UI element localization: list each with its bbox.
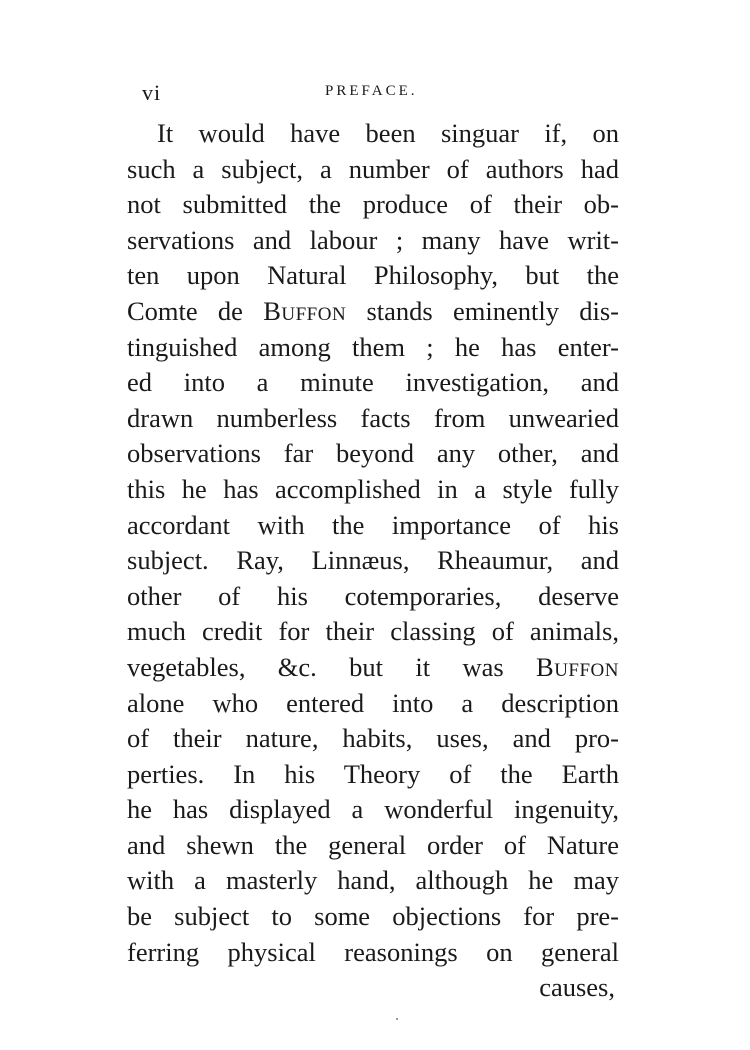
text-segment: stands eminently dis-	[346, 295, 619, 326]
text-line: such a subject, a number of authors had	[127, 153, 619, 184]
text-line: subject. Ray, Linnæus, Rheaumur, and	[127, 545, 619, 576]
text-line: tinguished among them ; he has enter-	[127, 331, 619, 362]
text-segment: vegetables, &c. but it was	[127, 651, 537, 682]
text-line: servations and labour ; many have writ-	[127, 224, 619, 255]
text-line	[127, 650, 619, 686]
text-segment: who entered into a description	[184, 687, 619, 718]
catchword: causes,	[539, 972, 615, 1003]
text-segment: Comte de	[127, 295, 264, 326]
text-line: observations far beyond any other, and	[127, 438, 619, 469]
text-line: accordant with the importance of his	[127, 509, 619, 540]
author-name-buffon: Buffon	[536, 651, 619, 682]
text-line: much credit for their classing of animals,	[127, 616, 619, 647]
author-name-buffon: Buffon	[263, 295, 347, 326]
text-line: and shewn the general order of Nature	[127, 829, 619, 860]
text-line: this he has accomplished in a style fully	[127, 473, 619, 504]
text-line	[127, 686, 619, 722]
text-line: ferring physical reasonings on general	[127, 936, 619, 967]
text-line: perties. In his Theory of the Earth	[127, 758, 619, 789]
text-line: he has displayed a wonderful ingenuity,	[127, 794, 619, 825]
page-header-title: PREFACE.	[325, 83, 418, 99]
running-head	[130, 80, 620, 104]
text-line	[127, 294, 619, 330]
text-line: ed into a minute investigation, and	[127, 367, 619, 398]
text-line: drawn numberless facts from unwearied	[127, 402, 619, 433]
page-number: vi	[142, 80, 162, 105]
text-line: of their nature, habits, uses, and pro-	[127, 723, 619, 754]
text-line: It would have been singuar if, on	[157, 118, 619, 148]
preface-body-text	[127, 116, 619, 1006]
text-segment: alone	[127, 687, 185, 718]
text-line: with a masterly hand, although he may	[127, 865, 619, 896]
text-line: be subject to some objections for pre-	[127, 901, 619, 932]
paper-speck	[396, 1018, 398, 1020]
text-line: ten upon Natural Philosophy, but the	[127, 260, 619, 291]
text-line: not submitted the produce of their ob-	[127, 189, 619, 220]
text-line: other of his cotemporaries, deserve	[127, 580, 619, 611]
